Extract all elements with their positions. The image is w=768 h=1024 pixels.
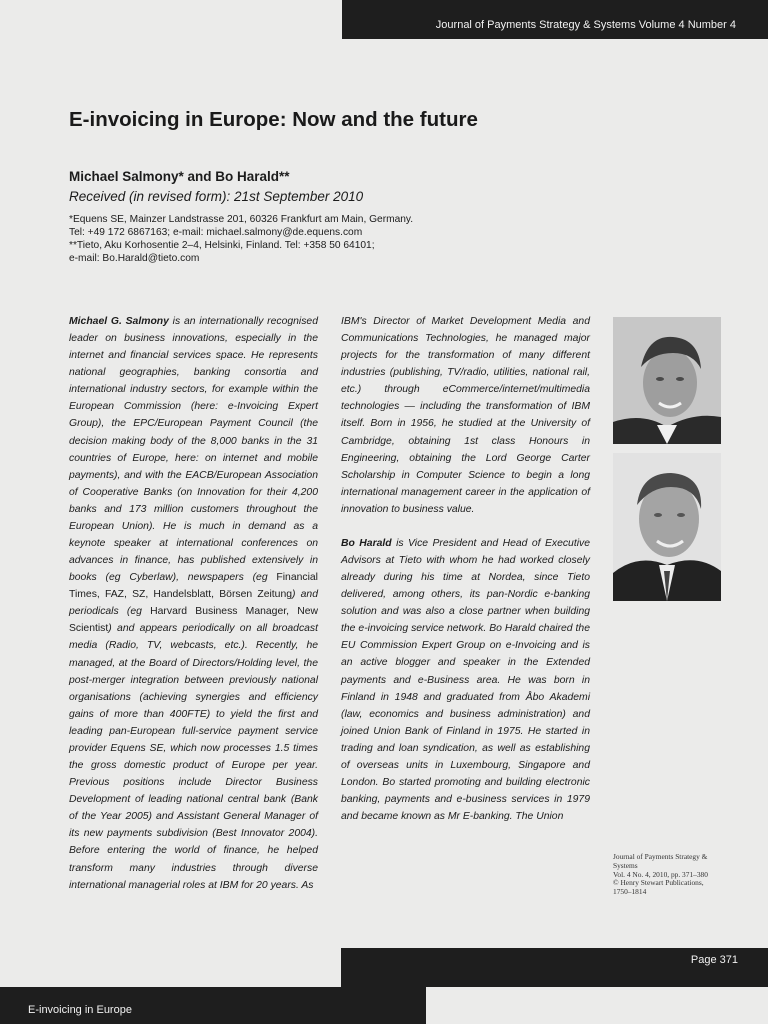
affiliation-line: e-mail: Bo.Harald@tieto.com [69, 253, 200, 264]
header-bar [342, 0, 768, 39]
publication-note-line: 1750–1814 [613, 887, 647, 897]
author-photo-salmony [613, 317, 721, 444]
bio-column-left [69, 313, 318, 894]
received-date: Received (in revised form): 21st September 2010 [69, 189, 364, 204]
affiliation-line: Tel: +49 172 6867163; e-mail: michael.salmony@de.equens.com [69, 227, 363, 238]
footer-title-bar [0, 987, 426, 1024]
bio-column-right [341, 313, 590, 825]
paragraph-gap [341, 518, 590, 535]
bio1-text: ) and periodicals (eg [69, 589, 318, 618]
article-title: E-invoicing in Europe: Now and the future [69, 108, 478, 131]
publication-note [613, 853, 728, 897]
article-authors: Michael Salmony* and Bo Harald** [69, 169, 290, 184]
affiliation-line: *Equens SE, Mainzer Landstrasse 201, 60326 Frankfurt am Main, Germany. [69, 214, 414, 225]
publication-note-line: Systems [613, 860, 638, 870]
affiliations [69, 213, 413, 265]
running-title: E-invoicing in Europe [28, 1004, 132, 1016]
publication-note-line: Journal of Payments Strategy & [613, 852, 708, 861]
bio1-continuation: IBM's Director of Market Development Media and Communications Technologies, he managed major projects for the transformation of many different industries (publishing, TV/radio, utilities, national rail, etc.) through eCommerce/internet/multimedia technologies — including the transformation of IBM itself. Born in 1956, he studied at the University of Cambridge, obtaining 1st class Honours in Engineering, obtaining the Lord George Carter Scholarship in Computer Science to begin a long international management career in the application of innovation to business value. [341, 316, 590, 515]
bio1-newspapers: Financial Times, FAZ, SZ, Handelsblatt, Börsen Zeitung [69, 572, 318, 601]
bio1-name: Michael G. Salmony [69, 316, 169, 327]
bio2-paragraph [341, 535, 590, 825]
portrait-graphic [613, 453, 721, 601]
bio1-text: is an internationally recognised leader on business innovations, especially in the internet and financial services space. He represents national geographies, banking consortia and international industry sectors, for example within the European Commission (here: e-Invoicing Expert Group), the EPC/European Payment Council (the decision making body of the 8,000 banks in the 31 countries of Europe, here: on internet and mobile payments), and with the EACB/European Association of Cooperative Banks (on Innovation for their 4,200 banks and 173 million customers throughout the European Union). He is much in demand as a keynote speaker at international conferences on advances in finance, has published extensively in books (eg Cyberlaw), newspapers (eg [69, 316, 318, 584]
portrait-graphic [613, 317, 721, 444]
footer-page-bar [341, 948, 768, 987]
author-photo-harald [613, 453, 721, 601]
bio2-name: Bo Harald [341, 537, 392, 549]
bio1-text: ) and appears periodically on all broadcast media (Radio, TV, webcasts, etc.). Recently, he managed, at the Board of Directors/Holding level, the post-merger integration between previously national organisations (achieving synergies and efficiency gains of more than 400FTE) to yield the first and leading pan-European full-service payment service provider Equens SE, which now processes 1.5 times the gross domestic product of Europe per year. Previous positions include Director Business Development of leading national central bank (Bank of the Year 2005) and Assistant General Manager of its new payments subdivision (Best Innovator 2004). Before entering the world of finance, he helped transform many industries through diverse international managerial roles at IBM for 20 years. As [69, 623, 318, 891]
journal-header: Journal of Payments Strategy & Systems Volume 4 Number 4 [435, 19, 736, 31]
bio2-text: is Vice President and Head of Executive Advisors at Tieto with whom he had worked closely already during his time at Nordea, since Tieto delivered, among others, its pan-Nordic e-banking solution and was also a close partner when building the e-invoicing service network. Bo Harald chaired the EU Commission Expert Group on e-Invoicing and is an active blogger and speaker in the Extended payments and e-Business area. He was born in Finland in 1948 and graduated from Åbo Akademi (law, economics and business administration) and joined Union Bank of Finland in 1975. He started in trading and loan syndication, as well as establishing of overseas units in Luxembourg, Singapore and London. Bo started promoting and building electronic banking, payments and e-business services in 1979 and became known as Mr E-banking. The Union [341, 537, 591, 823]
bio1-periodicals: Harvard Business Manager, New Scientist [69, 606, 318, 635]
publication-note-line: © Henry Stewart Publications, [613, 878, 704, 888]
publication-note-line: Vol. 4 No. 4, 2010, pp. 371–380 [613, 869, 708, 879]
page-number: Page 371 [690, 954, 738, 966]
affiliation-line: **Tieto, Aku Korhosentie 2–4, Helsinki, Finland. Tel: +358 50 64101; [69, 240, 375, 251]
